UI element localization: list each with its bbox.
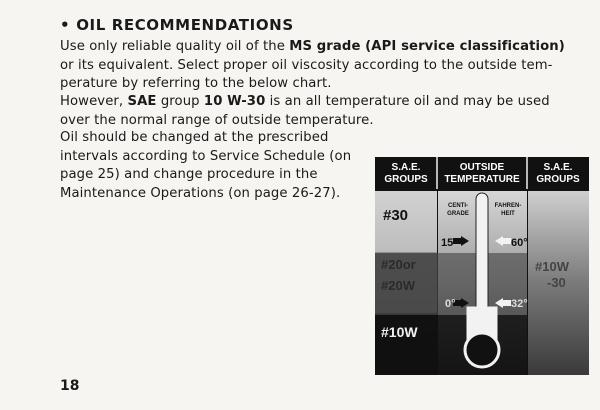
page-number: 18 [60, 378, 80, 394]
emphasis-ms-grade: MS grade (API service classification) [289, 39, 565, 54]
text-run: group [156, 94, 204, 109]
paragraph-line: perature by referring to the below chart. [60, 76, 332, 91]
header-right-line1: S.A.E. [543, 162, 573, 173]
header-left-line1: S.A.E. [391, 162, 421, 173]
text-run: is an all temperature oil and may be used [265, 94, 550, 109]
paragraph-oil-change [60, 129, 365, 203]
scale-label-fahrenheit-1: FAHREN- [494, 203, 522, 209]
group-label-10w30-line1: #10W [535, 259, 569, 274]
emphasis-10w30: 10 W-30 [203, 94, 266, 109]
emphasis-sae: SAE [127, 94, 157, 109]
oil-viscosity-chart [375, 157, 589, 375]
group-label-30: #30 [383, 207, 409, 224]
header-mid-line1: OUTSIDE [459, 162, 505, 173]
text-run: However, [60, 94, 128, 109]
paragraph-line [60, 93, 590, 112]
header-right-line2: GROUPS [536, 174, 580, 185]
group-label-20w: #20W [381, 278, 415, 293]
group-label-10w30-line2: -30 [547, 275, 566, 290]
heading-title: OIL RECOMMENDATIONS [76, 16, 294, 34]
paragraph-line: Maintenance Operations (on page 26-27). [60, 185, 341, 201]
paragraph-line [60, 38, 590, 57]
temp-c-high: 15° [441, 237, 458, 249]
scale-label-centigrade-2: GRADE [447, 211, 469, 217]
chart-graphic [375, 157, 589, 375]
header-mid-line2: TEMPERATURE [444, 174, 520, 185]
section-heading [60, 16, 294, 34]
temp-f-low: 32° [511, 298, 528, 310]
group-label-10w: #10W [381, 324, 418, 340]
header-left-line2: GROUPS [384, 174, 428, 185]
group-label-20or: #20or [381, 257, 416, 272]
thermometer-bulb [465, 333, 499, 367]
arrow-f-low-shaft [502, 300, 511, 306]
scale-label-fahrenheit-2: HEIT [501, 211, 515, 217]
text-run: Use only reliable quality oil of the [60, 39, 290, 54]
paragraph-line: Oil should be changed at the prescribed [60, 130, 329, 145]
paragraph-line: or its equivalent. Select proper oil viscosity according to the outside tem- [60, 57, 553, 73]
paragraph-line: over the normal range of outside temperature. [60, 112, 374, 128]
paragraph-oil-grade [60, 38, 590, 94]
paragraph-line: page 25) and change procedure in the [60, 167, 318, 182]
paragraph-line: intervals according to Service Schedule (on [60, 148, 352, 164]
arrow-f-high-shaft [502, 238, 511, 244]
scale-label-centigrade-1: CENTI- [448, 203, 468, 209]
heading-bullet: • [60, 16, 71, 34]
paragraph-sae-group [60, 93, 590, 130]
temp-f-high: 60° [511, 237, 528, 249]
temp-c-low: 0° [445, 298, 456, 310]
